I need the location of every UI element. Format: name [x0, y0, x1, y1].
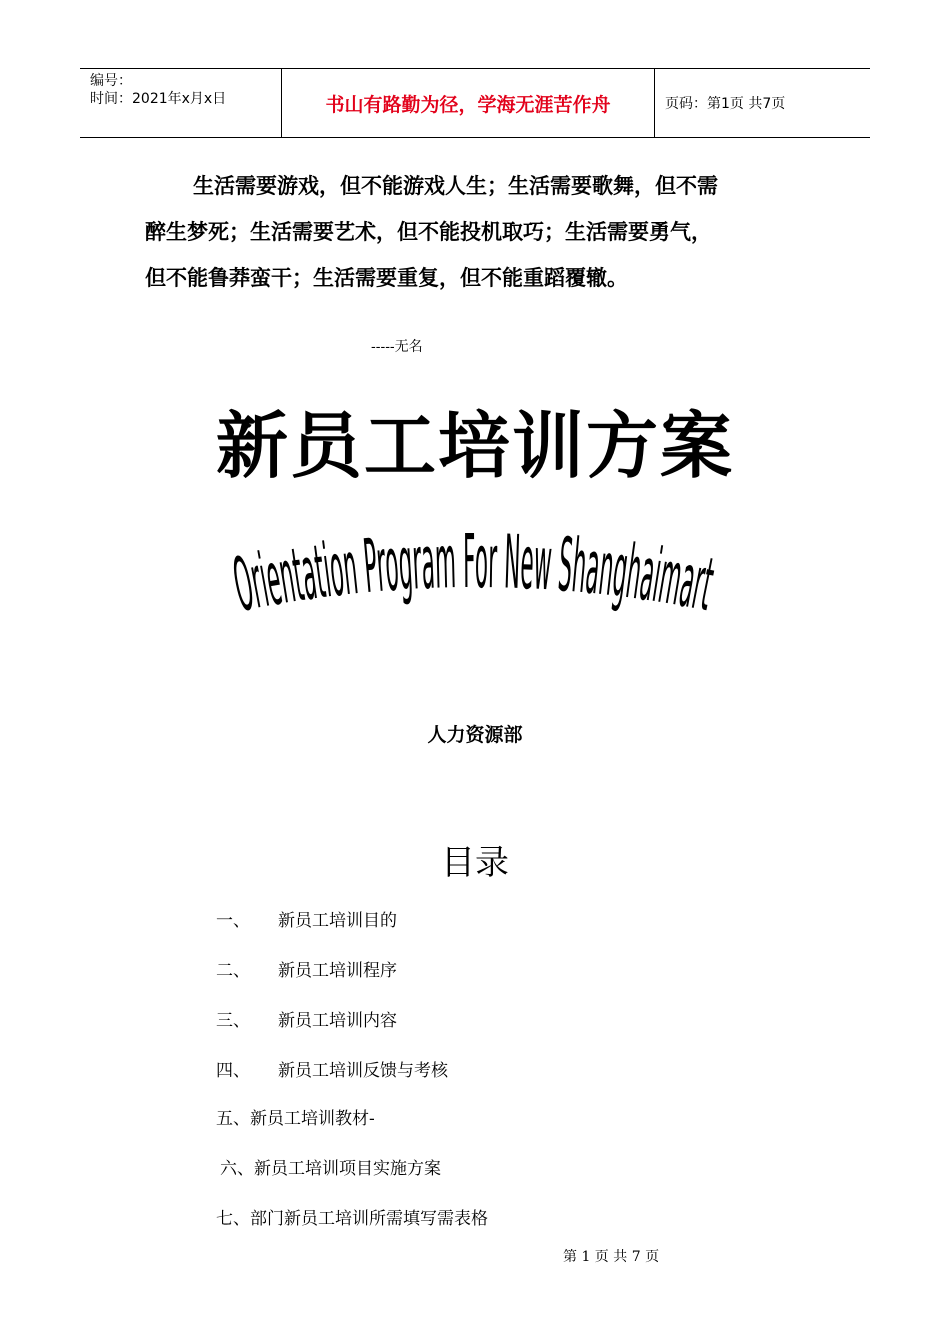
department-label: 人力资源部	[427, 724, 523, 746]
toc-item-text: 新员工培训内容	[278, 1011, 397, 1031]
toc-item	[216, 1056, 448, 1081]
quote-line: 生活需要游戏，但不能游戏人生；生活需要歌舞，但不需	[193, 173, 718, 198]
toc-item	[216, 906, 397, 931]
toc-item: 五、新员工培训教材-	[216, 1109, 375, 1129]
toc-item-text: 新员工培训反馈与考核	[278, 1061, 448, 1081]
header-meta	[80, 69, 282, 137]
toc-item-number: 一、	[216, 911, 250, 931]
motto-text: 书山有路勤为径，学海无涯苦作舟	[325, 93, 611, 116]
quote-line: 但不能鲁莽蛮干；生活需要重复，但不能重蹈覆辙。	[145, 265, 628, 290]
toc-item-text: 新员工培训程序	[278, 961, 397, 981]
header-page-info	[655, 69, 870, 137]
time-label: 时间：2021年x月x日	[90, 91, 227, 107]
page-info-text: 页码：第1页 共7页	[665, 96, 786, 112]
subtitle-svg	[232, 533, 718, 673]
page-footer: 第 1 页 共 7 页	[563, 1249, 660, 1265]
toc-item-number: 四、	[216, 1061, 250, 1081]
toc-item	[216, 956, 397, 981]
toc-item-text: 新员工培训目的	[278, 911, 397, 931]
toc-item-number: 三、	[216, 1011, 250, 1031]
subtitle-wordart	[232, 533, 718, 673]
toc-item-number: 二、	[216, 961, 250, 981]
quote-block	[145, 163, 805, 301]
quote-author: -----无名	[371, 339, 423, 355]
toc-item	[216, 1006, 397, 1031]
toc-title: 目录	[441, 843, 509, 883]
number-label: 编号：	[90, 73, 132, 89]
quote-line: 醉生梦死；生活需要艺术，但不能投机取巧；生活需要勇气，	[145, 219, 712, 244]
header-motto	[282, 69, 655, 137]
document-header	[80, 68, 870, 138]
document-title: 新员工培训方案	[215, 404, 734, 488]
toc-item: 七、部门新员工培训所需填写需表格	[216, 1209, 488, 1229]
toc-item: 六、新员工培训项目实施方案	[220, 1159, 441, 1179]
subtitle-text: Orientation Program For New Shanghai	[232, 533, 688, 629]
